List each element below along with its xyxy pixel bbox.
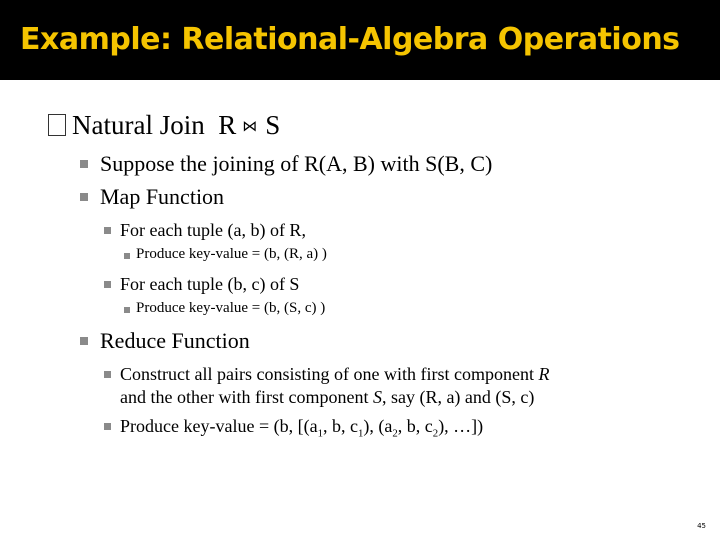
square-bullet-icon bbox=[80, 160, 88, 168]
construct-text-c: , say (R, a) and (S, c) bbox=[381, 387, 535, 407]
square-bullet-icon bbox=[80, 337, 88, 345]
produce-text-b: , b, c bbox=[322, 416, 358, 436]
construct-italic-r: R bbox=[538, 364, 550, 384]
produce-text-a: Produce key-value = (b, [(a bbox=[120, 416, 318, 436]
heading-r: R bbox=[218, 110, 237, 140]
square-bullet-icon bbox=[124, 253, 130, 259]
construct-line-1 bbox=[120, 364, 549, 385]
square-bullet-icon bbox=[104, 423, 111, 430]
construct-line-2 bbox=[120, 387, 534, 408]
subscript-2b: 2 bbox=[432, 427, 439, 440]
produce-text-e: ), …]) bbox=[438, 416, 484, 436]
square-bullet-icon bbox=[104, 227, 111, 234]
subscript-2: 2 bbox=[392, 427, 398, 440]
for-each-s-line: For each tuple (b, c) of S bbox=[120, 274, 300, 294]
produce-text-c: ), (a bbox=[363, 416, 393, 436]
produce-s-line: Produce key-value = (b, (S, c) ) bbox=[136, 300, 326, 316]
construct-italic-s: S bbox=[372, 387, 382, 407]
suppose-line: Suppose the joining of R(A, B) with S(B, C) bbox=[100, 151, 493, 176]
square-bullet-icon bbox=[104, 281, 111, 288]
square-bullet-icon bbox=[104, 371, 111, 378]
for-each-r-line: For each tuple (a, b) of R, bbox=[120, 220, 306, 240]
subscript-1: 1 bbox=[317, 427, 323, 440]
heading-text: Natural Join bbox=[72, 110, 205, 140]
reduce-function-line: Reduce Function bbox=[100, 328, 250, 353]
map-function-line: Map Function bbox=[100, 184, 225, 209]
page-number: 45 bbox=[697, 522, 706, 530]
construct-text-b: and the other with first component bbox=[120, 387, 373, 407]
subscript-1b: 1 bbox=[357, 427, 364, 440]
produce-text-d: , b, c bbox=[397, 416, 433, 436]
slide-title: Example: Relational-Algebra Operations bbox=[20, 22, 680, 57]
square-bullet-icon bbox=[124, 307, 130, 313]
produce-reduce-line bbox=[120, 416, 483, 440]
checkbox-bullet-icon bbox=[48, 114, 66, 136]
heading-natural-join bbox=[48, 110, 280, 141]
produce-r-line: Produce key-value = (b, (R, a) ) bbox=[136, 246, 327, 262]
title-bar bbox=[0, 0, 720, 80]
square-bullet-icon bbox=[80, 193, 88, 201]
bowtie-join-icon: ⋈ bbox=[242, 119, 258, 135]
construct-text-a: Construct all pairs consisting of one with first component bbox=[120, 364, 539, 384]
heading-s: S bbox=[265, 110, 281, 140]
